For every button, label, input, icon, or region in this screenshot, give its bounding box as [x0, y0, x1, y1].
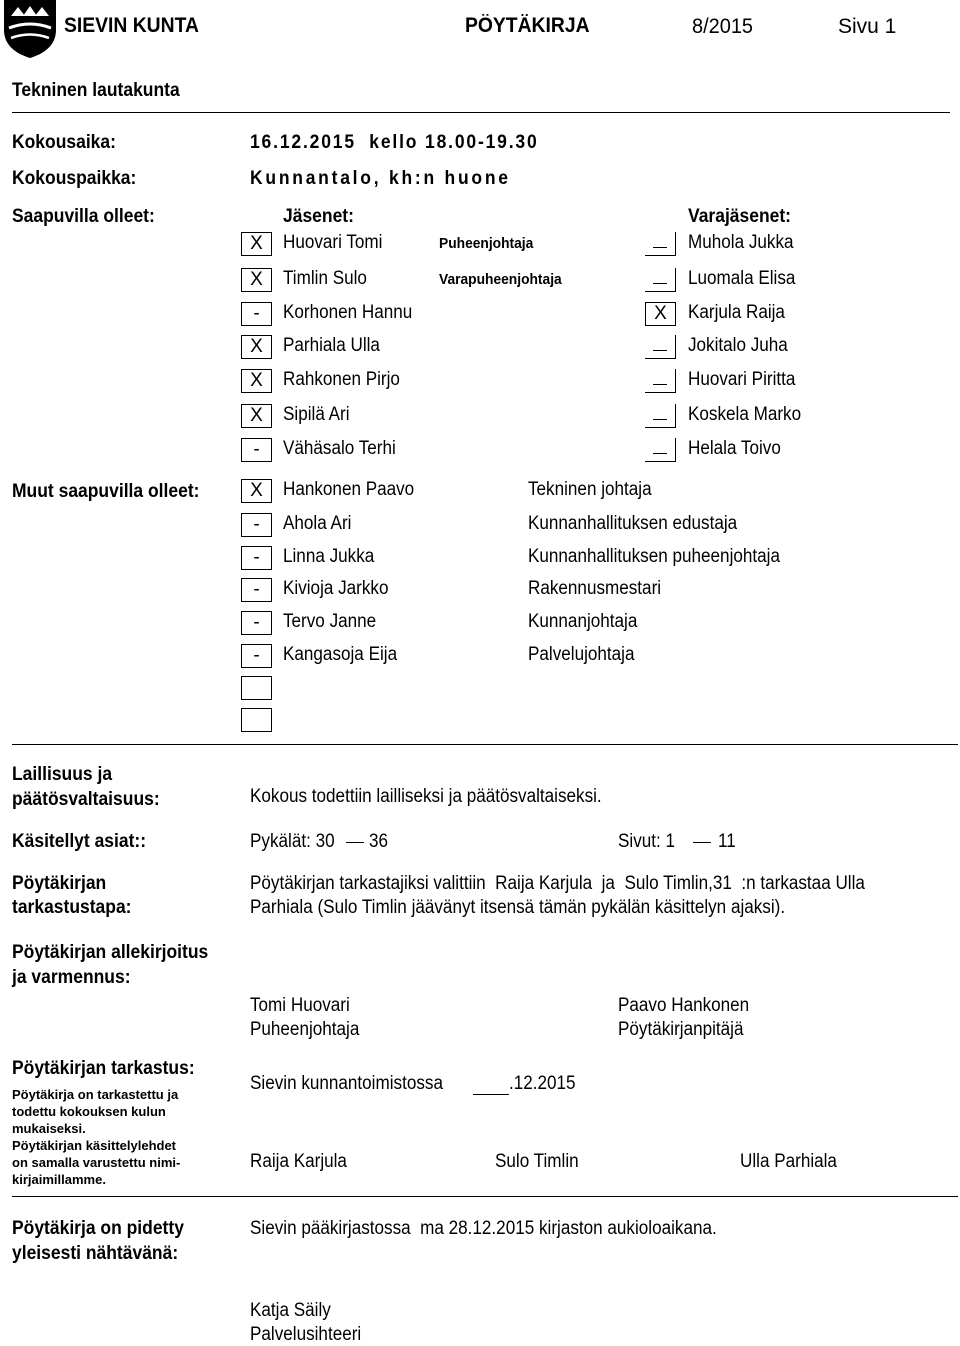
- signer1-role: Puheenjohtaja: [250, 1019, 360, 1040]
- deputy-name: Jokitalo Juha: [688, 335, 788, 356]
- signing-label-line1: Pöytäkirjan allekirjoitus: [12, 942, 209, 963]
- bottom-rule: [12, 1196, 958, 1197]
- members-header: Jäsenet:: [283, 206, 354, 227]
- municipality-name: SIEVIN KUNTA: [64, 14, 199, 37]
- review-place: Sievin kunnantoimistossa: [250, 1073, 443, 1094]
- header-rule: [12, 112, 950, 113]
- other-attendee-title: Kunnanhallituksen puheenjohtaja: [528, 546, 780, 567]
- member-checkbox: -: [241, 438, 272, 462]
- member-name: Parhiala Ulla: [283, 335, 380, 356]
- review-method-label-line1: Pöytäkirjan: [12, 873, 107, 894]
- meeting-place-label: Kokouspaikka:: [12, 168, 137, 189]
- items-label: Käsitellyt asiat::: [12, 831, 147, 852]
- review-method-text-line1: Pöytäkirjan tarkastajiksi valittiin Raija Karjula ja Sulo Timlin,31 :n tarkastaa Ulla: [250, 873, 865, 894]
- member-checkbox: X: [241, 404, 272, 428]
- member-checkbox: X: [241, 369, 272, 393]
- deputy-name: Helala Toivo: [688, 438, 781, 459]
- member-name: Timlin Sulo: [283, 268, 367, 289]
- member-checkbox: X: [241, 232, 272, 256]
- other-attendee-title: Kunnanhallituksen edustaja: [528, 513, 738, 534]
- other-attendee-name: Kivioja Jarkko: [283, 578, 389, 599]
- other-attendee-title: Palvelujohtaja: [528, 644, 635, 665]
- reviewer-1: Raija Karjula: [250, 1151, 347, 1172]
- deputy-checkbox: X: [645, 302, 676, 326]
- signer2-name: Paavo Hankonen: [618, 995, 750, 1016]
- deputies-header: Varajäsenet:: [688, 206, 792, 227]
- review-note-line: todettu kokouksen kulun: [12, 1104, 166, 1119]
- meeting-place-value: Kunnantalo, kh:n huone: [250, 168, 511, 189]
- coat-of-arms-logo: [3, 0, 57, 58]
- others-label: Muut saapuvilla olleet:: [12, 481, 200, 502]
- member-name: Huovari Tomi: [283, 232, 383, 253]
- signer2-role: Pöytäkirjanpitäjä: [618, 1019, 744, 1040]
- member-checkbox: X: [241, 268, 272, 292]
- attendees-label: Saapuvilla olleet:: [12, 206, 155, 227]
- sections-label: Pykälät: 30: [250, 831, 335, 852]
- member-role: Varapuheenjohtaja: [439, 271, 562, 288]
- other-attendee-checkbox: X: [241, 479, 272, 503]
- footer-signer-name: Katja Säily: [250, 1300, 331, 1321]
- other-attendee-name: Ahola Ari: [283, 513, 352, 534]
- review-note-line: Pöytäkirja on tarkastettu ja: [12, 1087, 179, 1102]
- review-date-blank: [473, 1094, 509, 1095]
- other-attendee-checkbox: -: [241, 546, 272, 570]
- review-method-label-line2: tarkastustapa:: [12, 897, 132, 918]
- page-number: Sivu 1: [838, 15, 897, 38]
- pages-end: 11: [718, 831, 736, 852]
- review-date: .12.2015: [509, 1073, 576, 1094]
- reviewer-2: Sulo Timlin: [495, 1151, 579, 1172]
- other-attendee-name: Kangasoja Eija: [283, 644, 398, 665]
- header-bar: [0, 0, 960, 56]
- section-rule: [12, 744, 958, 745]
- document-number: 8/2015: [692, 15, 754, 38]
- public-label-line2: yleisesti nähtävänä:: [12, 1243, 179, 1264]
- other-attendee-title: Rakennusmestari: [528, 578, 662, 599]
- other-attendee-checkbox: -: [241, 513, 272, 537]
- member-name: Vähäsalo Terhi: [283, 438, 396, 459]
- review-note-line: Pöytäkirjan käsittelylehdet: [12, 1138, 177, 1153]
- other-attendee-checkbox: -: [241, 578, 272, 602]
- other-attendee-checkbox: -: [241, 611, 272, 635]
- review-label: Pöytäkirjan tarkastus:: [12, 1058, 195, 1079]
- review-method-text-line2: Parhiala (Sulo Timlin jäävänyt itsensä tämän pykälän käsittelyn ajaksi).: [250, 897, 786, 918]
- pages-label: Sivut: 1: [618, 831, 676, 852]
- deputy-checkbox: [645, 232, 676, 256]
- sections-dash: [346, 842, 364, 843]
- public-label-line1: Pöytäkirja on pidetty: [12, 1218, 184, 1239]
- other-attendee-checkbox: [241, 708, 272, 732]
- review-note-line: kirjaimillamme.: [12, 1172, 106, 1187]
- other-attendee-checkbox: -: [241, 644, 272, 668]
- member-name: Korhonen Hannu: [283, 302, 413, 323]
- footer-signer-title: Palvelusihteeri: [250, 1324, 362, 1345]
- member-checkbox: X: [241, 335, 272, 359]
- legality-label-line1: Laillisuus ja: [12, 764, 113, 785]
- committee-name: Tekninen lautakunta: [12, 80, 180, 101]
- meeting-time-value: 16.12.2015 kello 18.00-19.30: [250, 132, 539, 153]
- other-attendee-name: Linna Jukka: [283, 546, 375, 567]
- pages-dash: [693, 842, 711, 843]
- deputy-checkbox: [645, 335, 676, 359]
- reviewer-3: Ulla Parhiala: [740, 1151, 837, 1172]
- deputy-checkbox: [645, 404, 676, 428]
- other-attendee-title: Tekninen johtaja: [528, 479, 652, 500]
- deputy-name: Koskela Marko: [688, 404, 802, 425]
- meeting-time-label: Kokousaika:: [12, 132, 116, 153]
- document-type: PÖYTÄKIRJA: [465, 14, 590, 37]
- member-name: Rahkonen Pirjo: [283, 369, 400, 390]
- public-text: Sievin pääkirjastossa ma 28.12.2015 kirjaston aukioloaikana.: [250, 1218, 717, 1239]
- other-attendee-name: Hankonen Paavo: [283, 479, 415, 500]
- sections-end: 36: [369, 831, 389, 852]
- signing-label-line2: ja varmennus:: [12, 967, 131, 988]
- other-attendee-checkbox: [241, 676, 272, 700]
- review-note-line: mukaiseksi.: [12, 1121, 86, 1136]
- signer1-name: Tomi Huovari: [250, 995, 350, 1016]
- deputy-name: Muhola Jukka: [688, 232, 794, 253]
- other-attendee-title: Kunnanjohtaja: [528, 611, 638, 632]
- member-name: Sipilä Ari: [283, 404, 350, 425]
- deputy-name: Huovari Piritta: [688, 369, 796, 390]
- member-checkbox: -: [241, 302, 272, 326]
- deputy-checkbox: [645, 438, 676, 462]
- deputy-checkbox: [645, 369, 676, 393]
- member-role: Puheenjohtaja: [439, 235, 534, 252]
- review-note-line: on samalla varustettu nimi-: [12, 1155, 181, 1170]
- legality-label-line2: päätösvaltaisuus:: [12, 789, 160, 810]
- deputy-name: Luomala Elisa: [688, 268, 796, 289]
- deputy-name: Karjula Raija: [688, 302, 785, 323]
- review-note: [12, 1086, 180, 1188]
- legality-text: Kokous todettiin lailliseksi ja päätösvaltaiseksi.: [250, 786, 602, 807]
- other-attendee-name: Tervo Janne: [283, 611, 377, 632]
- deputy-checkbox: [645, 268, 676, 292]
